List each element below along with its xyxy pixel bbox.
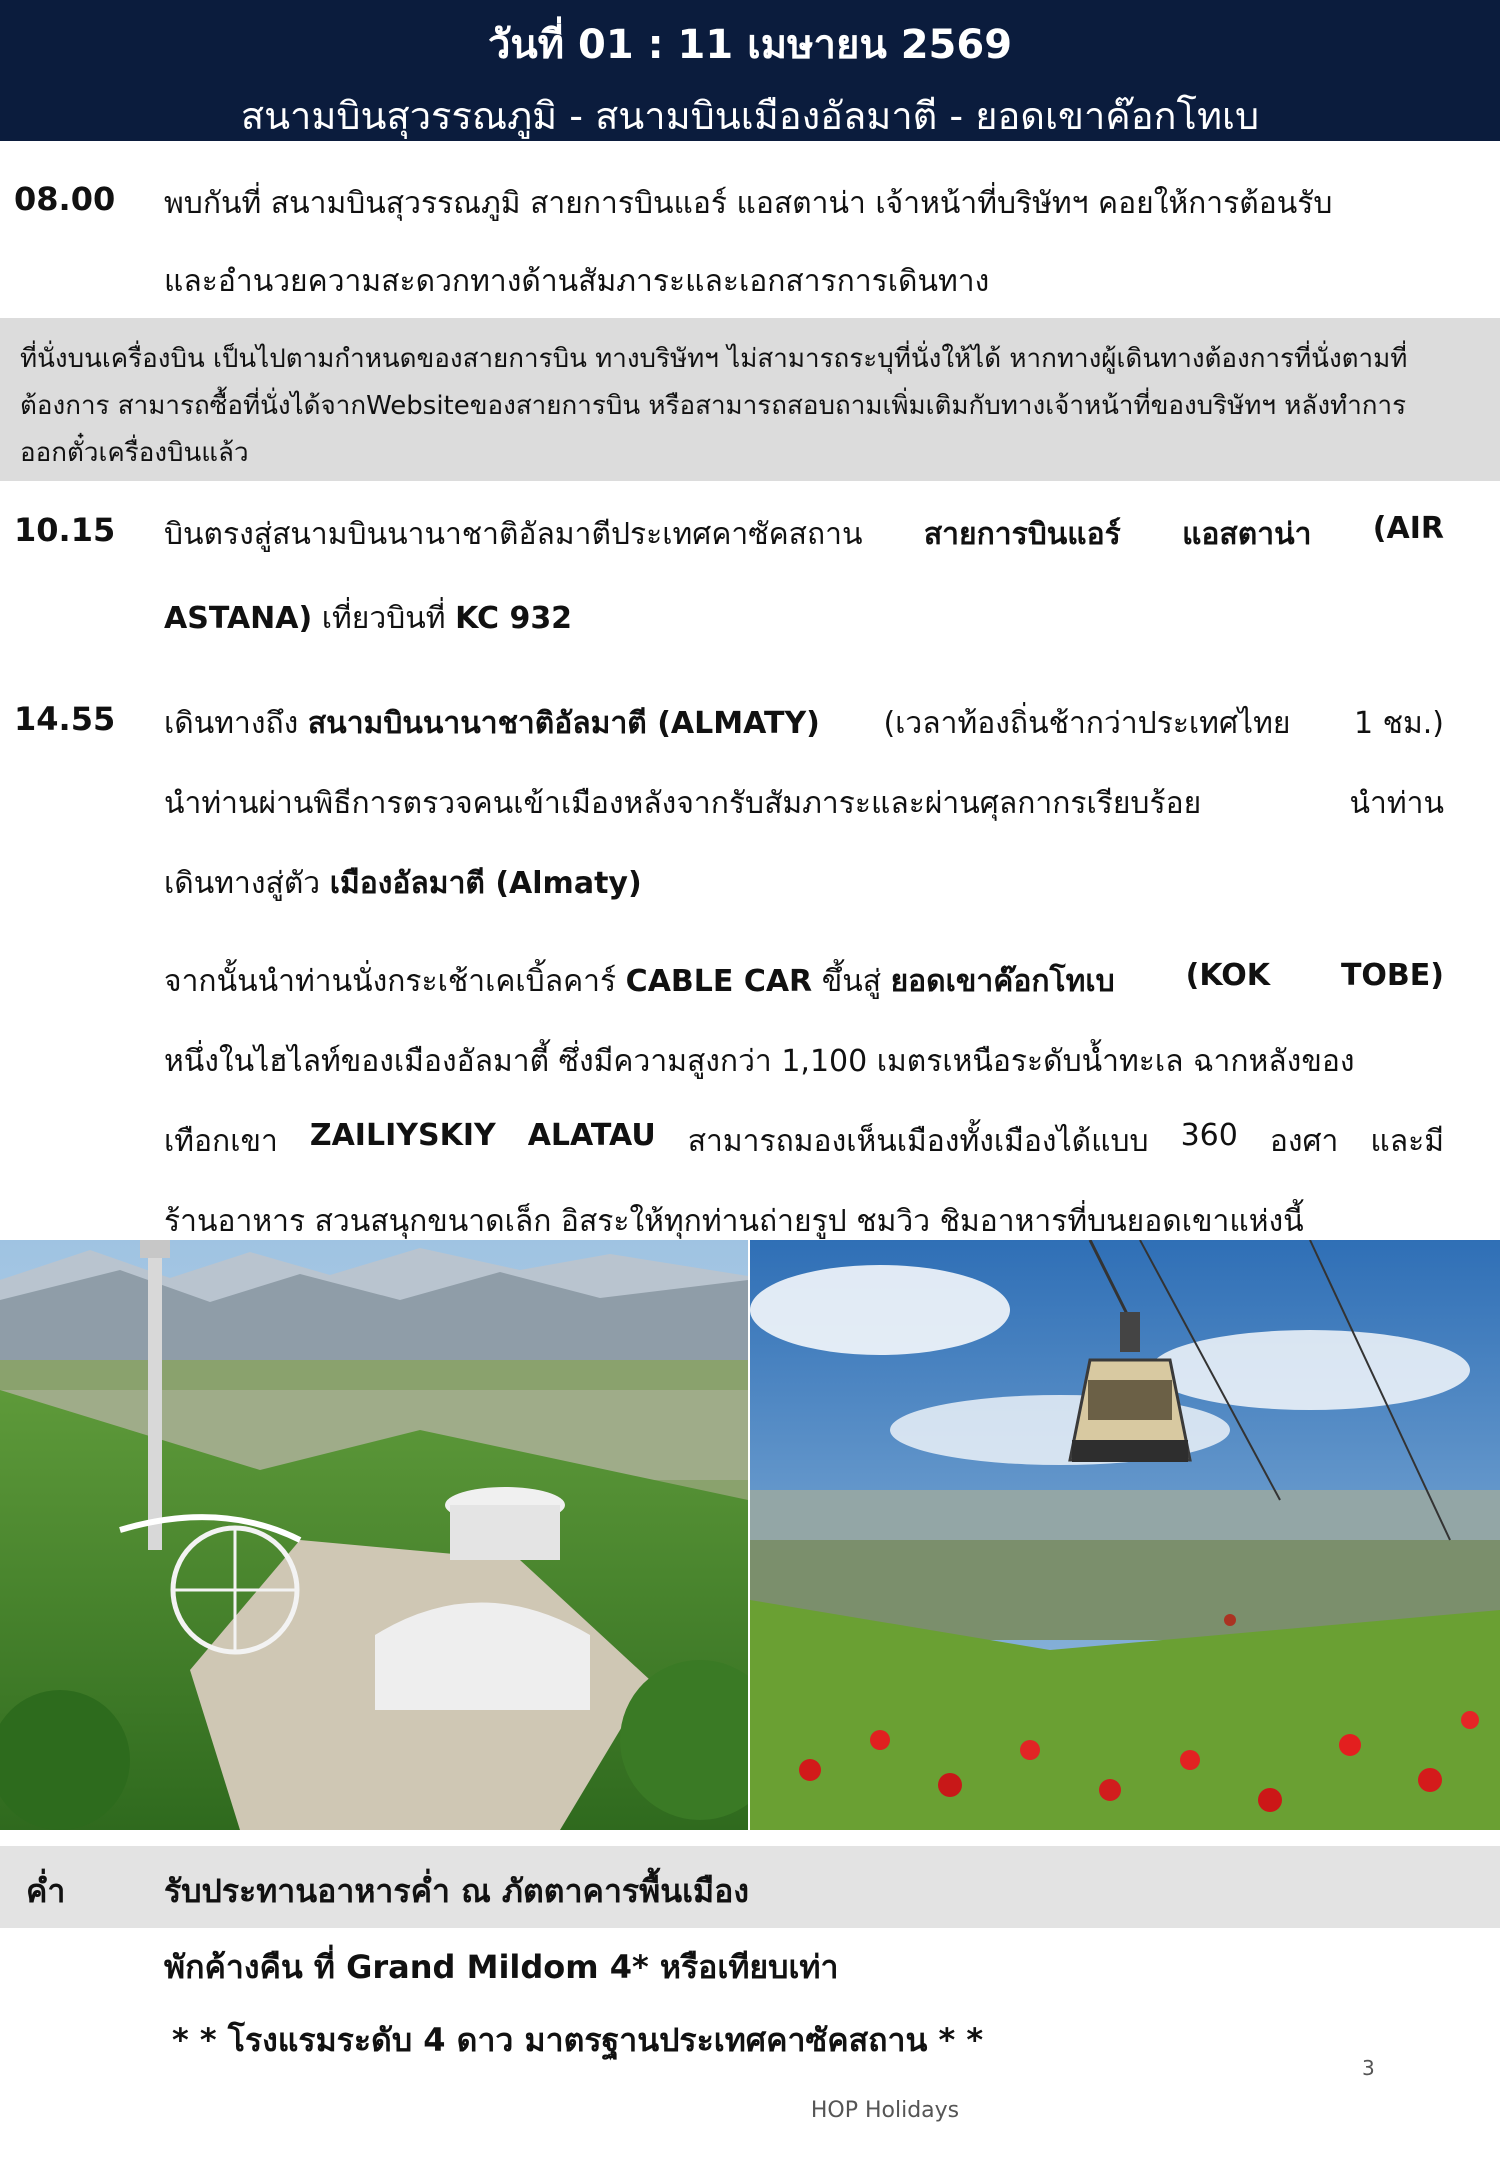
kok-text: ขึ้นสู่ [812,964,891,999]
schedule-line: พบกันที่ สนามบินสุวรรณภูมิ สายการบินแอร์ แอสตาน่า เจ้าหน้าที่บริษัทฯ คอยให้การต้อนรับ [164,186,1333,221]
schedule-line [164,780,1444,827]
airline-name: ASTANA) [164,601,313,636]
cable-car-label: CABLE CAR [625,964,813,999]
day-title: วันที่ 01 : 11 เมษายน 2569 [487,22,1013,68]
schedule-line [164,860,1444,907]
time-note: 1 ชม.) [1354,706,1444,741]
seat-note [0,318,1500,481]
page-number: 3 [1362,2056,1375,2080]
airport-name: สนามบินนานาชาติอัลมาตี (ALMATY) [307,706,820,741]
note-line: ต้องการ สามารถซื้อที่นั่งได้จากWebsiteของสายการบิน หรือสามารถสอบถามเพิ่มเติมกับทางเจ้าหน้าที่ของบริษัทฯ หลังทำการ [20,391,1407,421]
airline-name: แอสตาน่า [1182,517,1312,552]
kok-tobe-english: TOBE) [1340,958,1444,993]
paragraph-line: ร้านอาหาร สวนสนุกขนาดเล็ก อิสระให้ทุกท่านถ่ายรูป ชมวิว ชิมอาหารที่บนยอดเขาแห่งนี้ [164,1204,1304,1239]
day-route: สนามบินสุวรรณภูมิ - สนามบินเมืองอัลมาตี - ยอดเขาค๊อกโทเบ [240,94,1260,138]
note-line: ที่นั่งบนเครื่องบิน เป็นไปตามกำหนดของสายการบิน ทางบริษัทฯ ไม่สามารถระบุที่นั่งให้ได้ หากทางผู้เดินทางต้องการที่นั่งตามที่ [20,344,1408,374]
time-note: (เวลาท้องถิ่นช้ากว่าประเทศไทย [883,706,1291,741]
schedule-time: 14.55 [14,700,116,738]
kok-tobe-name: ยอดเขาค๊อกโทเบ [890,964,1115,999]
paragraph-line [164,1118,1444,1165]
kok-tobe-park-photo [0,1240,748,1830]
flight-text: เที่ยวบินที่ [312,601,456,636]
schedule-line [164,700,1444,747]
mountain-name: ALATAU [527,1118,656,1153]
kok-text: เทือกเขา [164,1124,278,1159]
airline-name: (AIR [1372,511,1444,546]
schedule-line [164,511,1444,558]
schedule-line [164,595,1444,642]
city-name: เมืองอัลมาตี (Almaty) [329,866,642,901]
flight-text: บินตรงสู่สนามบินนานาชาติอัลมาตีประเทศคาซัคสถาน [164,517,863,552]
dinner-label: ค่ำ [26,1872,66,1910]
immigration-text: นำท่าน [1349,786,1444,821]
transfer-text: เดินทางสู่ตัว [164,866,330,901]
cable-car-photo [750,1240,1500,1830]
schedule-time: 10.15 [14,511,116,549]
paragraph-line [164,958,1444,1005]
flight-number: KC 932 [455,601,573,636]
airline-name: สายการบินแอร์ [923,517,1121,552]
dinner-text: รับประทานอาหารค่ำ ณ ภัตตาคารพื้นเมือง [164,1872,749,1910]
arrival-text: เดินทางถึง [164,706,308,741]
schedule-line: และอำนวยความสะดวกทางด้านสัมภาระและเอกสารการเดินทาง [164,264,990,299]
kok-text: สามารถมองเห็นเมืองทั้งเมืองได้แบบ [687,1124,1149,1159]
kok-text: และมี [1370,1124,1444,1159]
immigration-text: นำท่านผ่านพิธีการตรวจคนเข้าเมืองหลังจากรับสัมภาระและผ่านศุลกากรเรียบร้อย [164,786,1202,821]
footer-brand: HOP Holidays [810,2098,960,2123]
day-header [0,0,1500,141]
kok-text: 360 [1180,1118,1238,1153]
note-line: ออกตั๋วเครื่องบินแล้ว [20,438,249,468]
hotel-text: พักค้างคืน ที่ Grand Mildom 4* หรือเทียบเท่า [164,1948,839,1986]
kok-text: จากนั้นนำท่านนั่งกระเช้าเคเบิ้ลคาร์ [164,964,626,999]
kok-tobe-english: (KOK [1185,958,1271,993]
mountain-name: ZAILIYSKIY [309,1118,496,1153]
kok-text: องศา [1269,1124,1339,1159]
paragraph-line: หนึ่งในไฮไลท์ของเมืองอัลมาตี้ ซึ่งมีความสูงกว่า 1,100 เมตรเหนือระดับน้ำทะเล ฉากหลังของ [164,1044,1355,1079]
schedule-time: 08.00 [14,180,116,218]
hotel-note: * * โรงแรมระดับ 4 ดาว มาตรฐานประเทศคาซัคสถาน * * [172,2021,984,2059]
